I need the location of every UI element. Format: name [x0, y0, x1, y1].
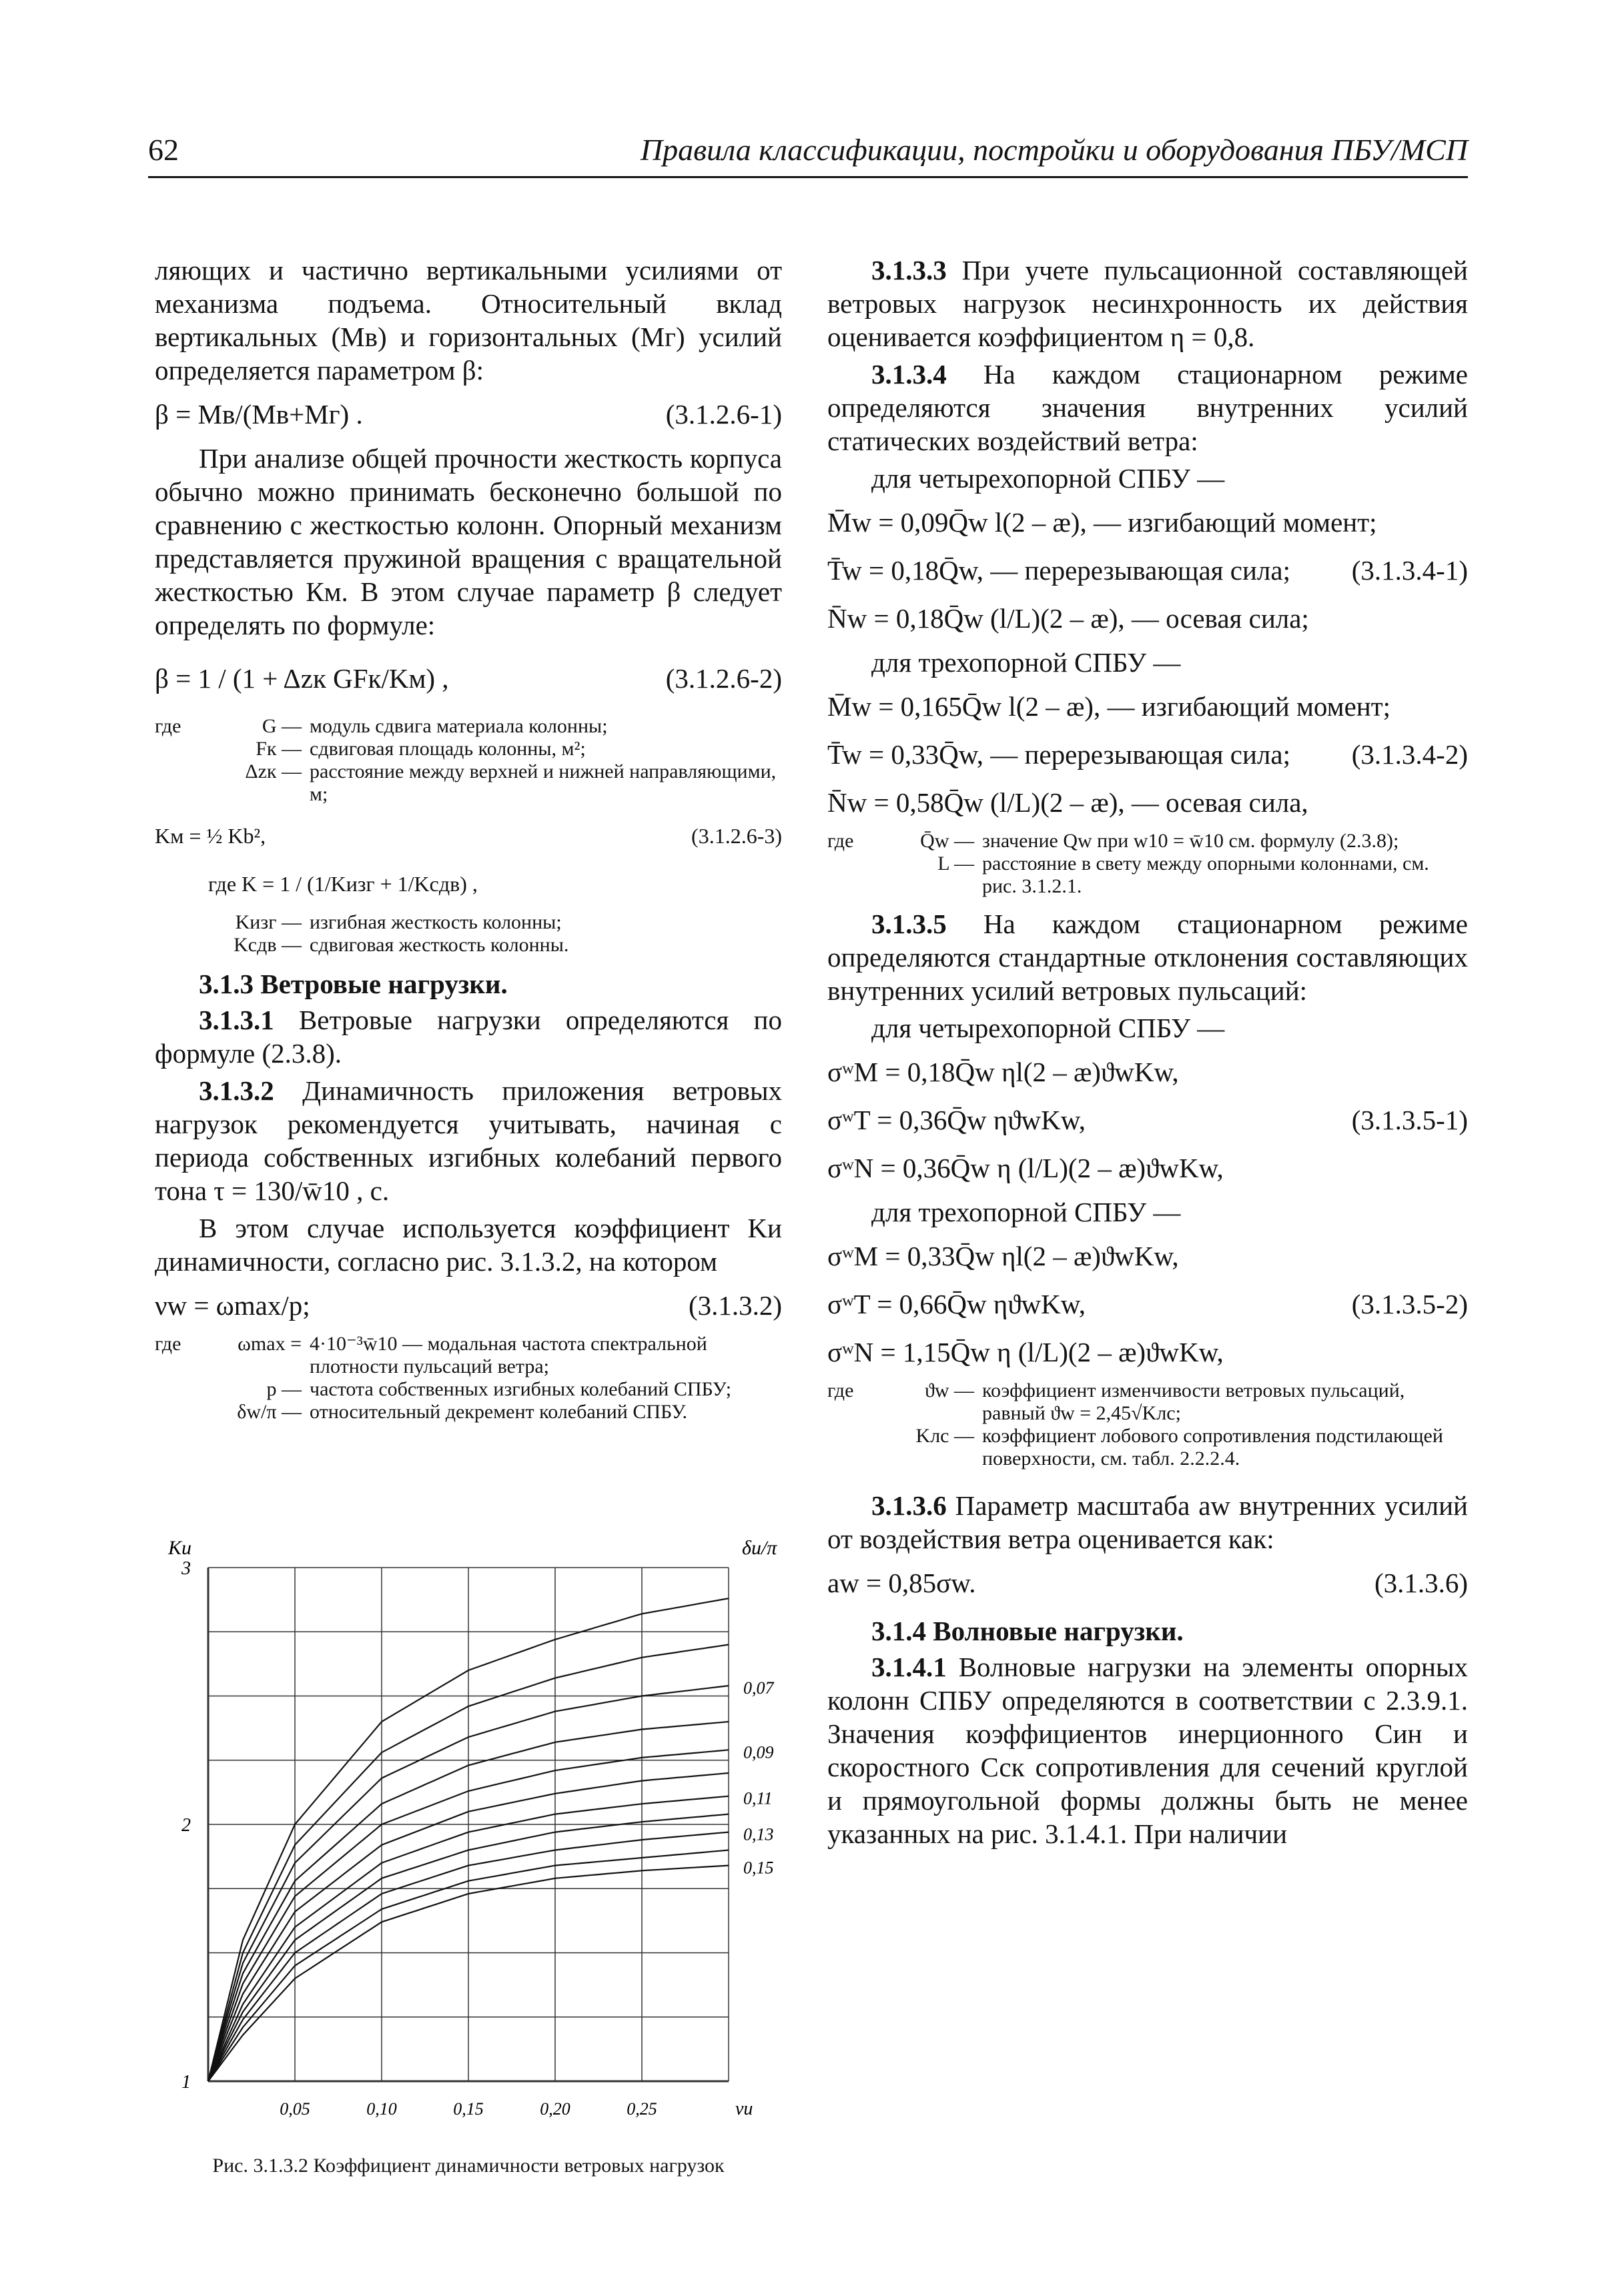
formula: N̄w = 0,58Q̄w (l/L)(2 – æ), — осевая сила, — [827, 787, 1308, 818]
curve-label: 0,09 — [743, 1742, 774, 1762]
formula: M̄w = 0,09Q̄w l(2 – æ), — изгибающий момент; — [827, 507, 1377, 538]
formula: σʷM = 0,18Q̄w ηl(2 – æ)ϑwKw, — [827, 1057, 1179, 1087]
definition-row: где ϑw — коэффициент изменчивости ветровых пульсаций, равный ϑw = 2,45√Kлс; — [827, 1379, 1405, 1424]
definitions-list — [827, 1379, 1468, 1470]
paragraph: 3.1.4.1 Волновые нагрузки на элементы опорных колонн СПБУ определяются в соответствии с 2.3.9.1. Значения коэффициентов инерционного Син и скоростного Сск сопротивления для сечений круглой и прямоугольной формы должны быть не менее указанных на рис. 3.1.4.1. При наличии — [827, 1652, 1468, 1849]
formula-number: (3.1.2.6-3) — [691, 824, 782, 848]
x-tick-label: 0,05 — [280, 2099, 310, 2119]
header-rule — [148, 176, 1468, 178]
definition-row: Kизг — изгибная жесткость колонны; — [235, 911, 562, 933]
formula-expression: β = Мв/(Мв+Мг) . — [155, 399, 363, 430]
formula: T̄w = 0,33Q̄w, — перерезывающая сила; (3.1.3.4-2) — [827, 739, 1468, 770]
paragraph: ляющих и частично вертикальными усилиями от механизма подъема. Относительный вклад вертикальных (Мв) и горизонтальных (Мг) усилий определяется параметром β: — [155, 255, 782, 386]
running-title: Правила классификации, постройки и оборудования ПБУ/МСП — [640, 133, 1468, 167]
y-tick-label: 1 — [181, 2072, 191, 2093]
paragraph: В этом случае используется коэффициент Kи динамичности, согласно рис. 3.1.3.2, на котором — [155, 1213, 782, 1277]
definition-row: Kсдв — сдвиговая жесткость колонны. — [234, 934, 569, 956]
y-tick-label: 2 — [181, 1815, 191, 1836]
paragraph: 3.1.3.4 На каждом стационарном режиме определяются значения внутренних усилий статических воздействий ветра: — [827, 359, 1468, 456]
definition-row: где ωmax = 4·10⁻³w̄10 — модальная частота спектральной плотности пульсаций ветра; — [155, 1333, 707, 1377]
formula: σʷN = 1,15Q̄w η (l/L)(2 – æ)ϑwKw, — [827, 1337, 1224, 1367]
x-tick-label: 0,15 — [453, 2099, 484, 2119]
x-tick-label: 0,10 — [366, 2099, 397, 2119]
formula: T̄w = 0,18Q̄w, — перерезывающая сила; (3.1.3.4-1) — [827, 555, 1468, 586]
definitions-list — [155, 911, 782, 957]
section-heading: 3.1.3 Ветровые нагрузки. — [199, 969, 508, 999]
y-tick-label: 3 — [181, 1558, 191, 1579]
formula-number: (3.1.2.6-1) — [665, 399, 782, 430]
curve-label: 0,15 — [743, 1858, 774, 1878]
paragraph: 3.1.3.5 На каждом стационарном режиме определяются стандартные отклонения составляющих внутренних усилий ветровых пульсаций: — [827, 909, 1468, 1006]
definition-row: δw/π — относительный декремент колебаний СПБУ. — [237, 1401, 688, 1423]
paragraph: 3.1.3.6 Параметр масштаба aw внутренних усилий от воздействия ветра оценивается как: — [827, 1490, 1468, 1554]
formula-3-1-3-2 — [155, 1285, 782, 1326]
formula-expression: β = 1 / (1 + Δzк GFк/Kм) , — [155, 663, 449, 694]
y-axis-label: Kи — [168, 1537, 192, 1559]
subheading: для четырехопорной СПБУ — — [871, 463, 1225, 494]
definition-row: Fк — сдвиговая площадь колонны, м²; — [256, 738, 586, 760]
subheading: для трехопорной СПБУ — — [871, 647, 1181, 678]
page-header — [148, 127, 1468, 180]
page-number: 62 — [148, 133, 179, 167]
paragraph: 3.1.3.3 При учете пульсационной составляющей ветровых нагрузок несинхронность их действия оценивается коэффициентом η = 0,8. — [827, 255, 1468, 352]
formula-3-1-2-6-3 — [155, 815, 782, 856]
definition-row: p — частота собственных изгибных колебаний СПБУ; — [266, 1378, 732, 1400]
x-tick-label: 0,20 — [540, 2099, 570, 2119]
definition-row: Kлс — коэффициент лобового сопротивления подстилающей поверхности, см. табл. 2.2.2.4. — [915, 1425, 1443, 1470]
curve-label: 0,13 — [743, 1824, 774, 1844]
figure-caption: Рис. 3.1.3.2 Коэффициент динамичности ветровых нагрузок — [212, 2155, 725, 2177]
subheading: для трехопорной СПБУ — — [871, 1197, 1181, 1227]
formula-number: (3.1.2.6-2) — [665, 663, 782, 694]
formula-expression: Kм = ½ Kb², — [155, 824, 266, 848]
formula: σʷT = 0,36Q̄w ηϑwKw, (3.1.3.5-1) — [827, 1105, 1468, 1135]
formula-expression: νw = ωmax/p; — [155, 1290, 310, 1321]
definition-row: Δzк — расстояние между верхней и нижней направляющими, м; — [245, 760, 777, 805]
paragraph: 3.1.3.1 Ветровые нагрузки определяются по формуле (2.3.8). — [155, 1005, 782, 1069]
formula: M̄w = 0,165Q̄w l(2 – æ), — изгибающий момент; — [827, 691, 1391, 722]
x-tick-label: 0,25 — [627, 2099, 657, 2119]
formula-expression: где K = 1 / (1/Kизг + 1/Kсдв) , — [208, 872, 478, 896]
left-column — [155, 253, 782, 1433]
right-column — [827, 253, 1468, 1854]
definition-row: где G — модуль сдвига материала колонны; — [155, 715, 608, 737]
curve-label: 0,07 — [743, 1678, 774, 1698]
formula-3-1-2-6-1 — [155, 394, 782, 435]
formula: σʷN = 0,36Q̄w η (l/L)(2 – æ)ϑwKw, — [827, 1153, 1224, 1183]
paragraph: 3.1.3.2 Динамичность приложения ветровых нагрузок рекомендуется учитывать, начиная с периода собственных изгибных колебаний первого тона τ = 130/w̄10 , с. — [155, 1075, 782, 1206]
definition-row: где Q̄w — значение Qw при w10 = w̄10 см. формулу (2.3.8); — [827, 830, 1399, 852]
formula: σʷT = 0,66Q̄w ηϑwKw, (3.1.3.5-2) — [827, 1289, 1468, 1319]
definitions-list — [827, 830, 1468, 898]
formula: σʷM = 0,33Q̄w ηl(2 – æ)ϑwKw, — [827, 1241, 1179, 1271]
formula-3-1-2-6-2 — [155, 648, 782, 708]
definitions-list — [155, 1333, 782, 1423]
formula-3-1-3-6: aw = 0,85σw. (3.1.3.6) — [827, 1568, 1468, 1598]
figure-3-1-3-2 — [155, 1528, 782, 2195]
section-heading: 3.1.4 Волновые нагрузки. — [871, 1616, 1184, 1646]
curve-label: 0,11 — [743, 1788, 773, 1808]
formula-k — [155, 863, 782, 905]
subheading: для четырехопорной СПБУ — — [871, 1013, 1225, 1043]
formula-number: (3.1.3.2) — [688, 1290, 782, 1321]
x-axis-label: νи — [735, 2099, 753, 2119]
definition-row: L — расстояние в свету между опорными колоннами, см. рис. 3.1.2.1. — [937, 852, 1429, 897]
formula: N̄w = 0,18Q̄w (l/L)(2 – æ), — осевая сила; — [827, 603, 1309, 634]
right-axis-label: δи/π — [742, 1537, 777, 1559]
paragraph: При анализе общей прочности жесткость корпуса обычно можно принимать бесконечно большой по сравнению с жесткостью колонн. Опорный механизм представляется пружиной вращения с вращательной жесткостью Км. В этом случае параметр β следует определять по формуле: — [155, 443, 782, 640]
definitions-list — [155, 715, 782, 806]
dynamic-coefficient-chart — [155, 1528, 782, 2148]
